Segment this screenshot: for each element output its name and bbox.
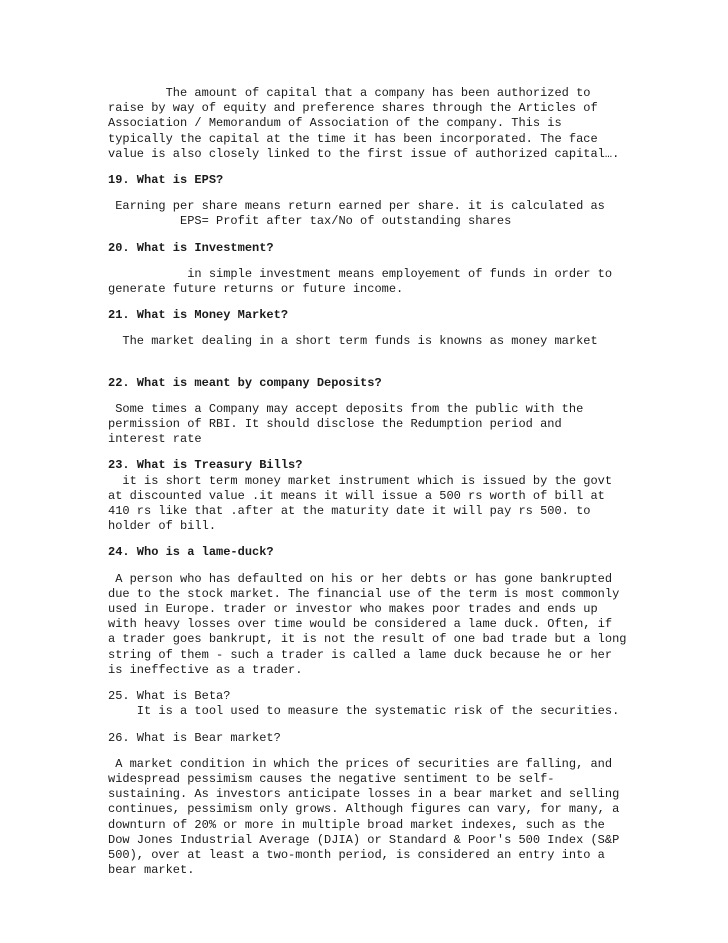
document-page bbox=[108, 86, 708, 878]
text-line: The market dealing in a short term funds is knowns as money market bbox=[108, 334, 598, 349]
text-line: a trader goes bankrupt, it is not the result of one bad trade but a long bbox=[108, 632, 627, 647]
text-line: typically the capital at the time it has been incorporated. The face bbox=[108, 131, 598, 146]
text-line: holder of bill. bbox=[108, 519, 217, 534]
question-heading: 24. Who is a lame-duck? bbox=[108, 545, 274, 560]
section-q23 bbox=[108, 458, 708, 534]
text-line: bear market. bbox=[108, 863, 195, 878]
text-line: sustaining. As investors anticipate losses in a bear market and selling bbox=[108, 787, 620, 802]
section-q24 bbox=[108, 545, 708, 678]
question-heading: 21. What is Money Market? bbox=[108, 308, 289, 323]
text-line: 500), over at least a two-month period, is considered an entry into a bbox=[108, 847, 605, 862]
text-line: is ineffective as a trader. bbox=[108, 662, 303, 677]
text-line: Earning per share means return earned per share. it is calculated as bbox=[108, 199, 605, 214]
section-q19 bbox=[108, 173, 708, 230]
question-heading: 26. What is Bear market? bbox=[108, 730, 281, 745]
text-line: A market condition in which the prices of securities are falling, and bbox=[108, 756, 613, 771]
text-line: downturn of 20% or more in multiple broad market indexes, such as the bbox=[108, 817, 605, 832]
text-line: Some times a Company may accept deposits from the public with the bbox=[108, 401, 584, 416]
text-line: with heavy losses over time would be considered a lame duck. Often, if bbox=[108, 617, 613, 632]
text-line: Dow Jones Industrial Average (DJIA) or Standard & Poor's 500 Index (S&P bbox=[108, 832, 620, 847]
text-line: string of them - such a trader is called a lame duck because he or her bbox=[108, 647, 613, 662]
text-line: A person who has defaulted on his or her debts or has gone bankrupted bbox=[108, 571, 613, 586]
question-heading: 23. What is Treasury Bills? bbox=[108, 458, 303, 473]
section-q20 bbox=[108, 241, 708, 298]
text-line: in simple investment means employement of funds in order to bbox=[108, 266, 613, 281]
text-line: EPS= Profit after tax/No of outstanding shares bbox=[108, 214, 512, 229]
section-q22 bbox=[108, 376, 708, 448]
section-q21 bbox=[108, 308, 708, 349]
text-line: value is also closely linked to the first issue of authorized capital…. bbox=[108, 146, 620, 161]
text-line: due to the stock market. The financial use of the term is most commonly bbox=[108, 586, 620, 601]
question-heading: 20. What is Investment? bbox=[108, 240, 274, 255]
text-line: at discounted value .it means it will issue a 500 rs worth of bill at bbox=[108, 488, 605, 503]
text-line: generate future returns or future income. bbox=[108, 282, 404, 297]
text-line: raise by way of equity and preference shares through the Articles of bbox=[108, 101, 598, 116]
text-line: It is a tool used to measure the systematic risk of the securities. bbox=[108, 704, 620, 719]
section-q26 bbox=[108, 731, 708, 879]
text-line: Association / Memorandum of Association of the company. This is bbox=[108, 116, 562, 131]
text-line: widespread pessimism causes the negative sentiment to be self- bbox=[108, 771, 555, 786]
question-heading: 19. What is EPS? bbox=[108, 173, 224, 188]
text-line: The amount of capital that a company has been authorized to bbox=[108, 86, 591, 100]
text-line: interest rate bbox=[108, 432, 202, 447]
question-heading: 22. What is meant by company Deposits? bbox=[108, 375, 382, 390]
section-q25 bbox=[108, 689, 708, 719]
text-line: 410 rs like that .after at the maturity date it will pay rs 500. to bbox=[108, 504, 591, 519]
intro-paragraph bbox=[108, 86, 708, 162]
text-line: it is short term money market instrument which is issued by the govt bbox=[108, 473, 613, 488]
text-line: permission of RBI. It should disclose the Redumption period and bbox=[108, 417, 562, 432]
question-heading: 25. What is Beta? bbox=[108, 689, 231, 704]
text-line: used in Europe. trader or investor who makes poor trades and ends up bbox=[108, 602, 598, 617]
text-line: continues, pessimism only grows. Although figures can vary, for many, a bbox=[108, 802, 620, 817]
